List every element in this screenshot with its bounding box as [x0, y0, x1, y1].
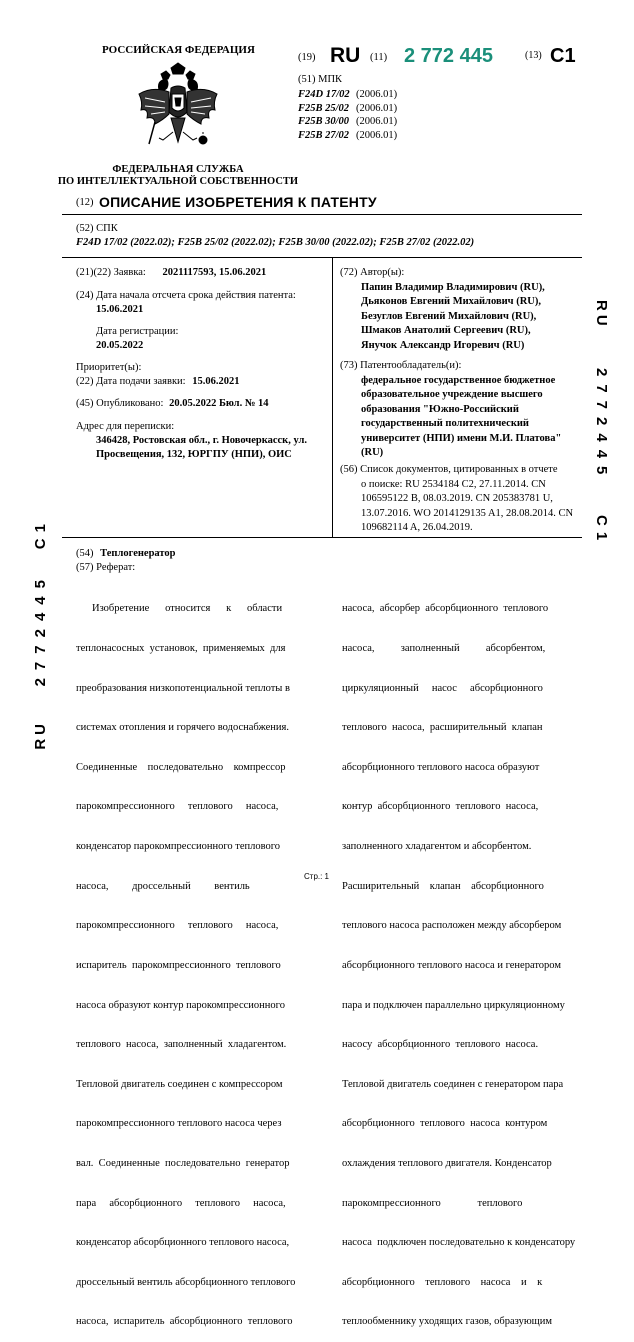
abstract-col-2: насоса, абсорбер абсорбционного теплового насоса, заполненный абсорбентом, циркуляционный насос абсорбционного теплового насоса, расширительный клапан абсорбционного теплового насоса образуют контур абсорбционного теплового насоса, заполненного хладагентом и абсорбентом. Расширительный клапан абсорбционного теплового насоса расположен между абсорбером абсорбционного теплового насоса и генератором пара и подключен параллельно циркуляционному насосу абсорбционного теплового насоса. Тепловой двигатель соединен с генератором пара абсорбционного теплового насоса контуром охлаждения теплового двигателя. Конденсатор парокомпрессионного теплового насоса подключен последовательно к конденсатору абсорбционного теплового насоса и к теплообменнику уходящих газов, образующим: [342, 603, 576, 1328]
published-label: (45) Опубликовано:: [76, 398, 164, 409]
reg-label: Дата регистрации:: [96, 326, 179, 337]
address-line-2: Просвещения, 132, ЮРГПУ (НПИ), ОИС: [96, 449, 292, 460]
kind-code: C1: [550, 45, 576, 67]
side-number-right: 2772445: [593, 368, 610, 483]
side-kind-left: C1: [32, 518, 49, 550]
divider: [62, 257, 582, 258]
country-name: РОССИЙСКАЯ ФЕДЕРАЦИЯ: [102, 44, 255, 56]
citations-list: о поиске: RU 2534184 C2, 27.11.2014. CN 106595122 B, 08.03.2019. CN 205383781 U, 13.07.2016. WO 2014129135 A1, 28.08.2014. CN 109682114 A, 26.04.2019.: [361, 479, 574, 534]
ipc-entry: F24D 17/02 (2006.01): [298, 89, 398, 100]
filing-label: (22) Дата подачи заявки:: [76, 376, 186, 387]
author: Безуглов Евгений Михайлович (RU),: [361, 310, 537, 322]
owner-label: (73) Патентообладатель(и):: [340, 360, 462, 371]
author: Янучок Александр Игоревич (RU): [361, 339, 525, 351]
country-code-ru: RU: [330, 44, 361, 67]
authors-label: (72) Автор(ы):: [340, 267, 405, 278]
doc-title-code: (12): [76, 197, 94, 208]
title-54-code: (54): [76, 548, 94, 559]
agency-line-2: ПО ИНТЕЛЛЕКТУАЛЬНОЙ СОБСТВЕННОСТИ: [57, 176, 299, 187]
page-number: Стр.: 1: [304, 872, 330, 881]
code-19: (19): [298, 52, 316, 63]
ipc-entry: F25B 25/02 (2006.01): [298, 102, 398, 114]
double-headed-eagle-icon: [133, 62, 223, 156]
ipc-entry: F25B 27/02 (2006.01): [298, 129, 398, 141]
application-row: [76, 267, 266, 278]
doc-title: ОПИСАНИЕ ИЗОБРЕТЕНИЯ К ПАТЕНТУ: [99, 194, 377, 210]
code-11: (11): [370, 52, 388, 63]
abstract-label: (57) Реферат:: [76, 562, 136, 573]
cpc-label: (52) СПК: [76, 223, 118, 234]
author: Шмаков Анатолий Сергеевич (RU),: [361, 325, 531, 337]
agency-line-1: ФЕДЕРАЛЬНАЯ СЛУЖБА: [112, 164, 244, 175]
divider: [62, 214, 582, 215]
authors-list: [361, 281, 545, 353]
side-code-left: RU: [32, 720, 49, 750]
address-line-1: 346428, Ростовская обл., г. Новочеркасск, ул.: [96, 435, 307, 446]
author: Папин Владимир Владимирович (RU),: [361, 282, 545, 293]
title-54-row: [76, 548, 176, 559]
ipc-list: [298, 88, 397, 142]
address-label: Адрес для переписки:: [76, 421, 175, 432]
patent-number: 2 772 445: [404, 45, 493, 67]
filing-row: [76, 376, 239, 387]
invention-title: Теплогенератор: [100, 548, 176, 559]
term-label: (24) Дата начала отсчета срока действия патента:: [76, 290, 296, 301]
ipc-label: (51) МПК: [298, 74, 343, 85]
agency-name-2: [50, 176, 306, 188]
column-divider: [332, 257, 333, 537]
term-value: 15.06.2021: [96, 304, 144, 315]
filing-value: 15.06.2021: [192, 376, 240, 387]
abstract-col-1: Изобретение относится к области теплонасосных установок, применяемых для преобразования низкопотенциальной теплоты в системах отопления и горячего водоснабжения. Соединенные последовательно компрессор парокомпрессионного теплового насоса, конденсатор парокомпрессионного теплового насоса, дроссельный вентиль парокомпрессионного теплового насоса, испаритель парокомпрессионного теплового насоса образуют контур парокомпрессионного теплового насоса, заполненный хладагентом. Тепловой двигатель соединен с компрессором парокомпрессионного теплового насоса через вал. Соединенные последовательно генератор пара абсорбционного теплового насоса, конденсатор абсорбционного теплового насоса, дроссельный вентиль абсорбционного теплового насоса, испаритель абсорбционного теплового: [76, 603, 296, 1328]
application-label: (21)(22) Заявка:: [76, 267, 146, 278]
owner-lines: федеральное государственное бюджетное образовательное учреждение высшего образования "Южно-Российский государственный политехнический университет (НПИ) имени М.И. Платова" (RU): [361, 375, 562, 459]
cpc-line: F24D 17/02 (2022.02); F25B 25/02 (2022.02); F25B 30/00 (2022.02); F25B 27/02 (2022.02): [76, 237, 475, 248]
side-code-right: RU: [593, 300, 610, 330]
ipc-entry: F25B 30/00 (2006.01): [298, 116, 398, 127]
agency-name: [106, 164, 250, 176]
reg-value: 20.05.2022: [96, 340, 144, 351]
side-kind-right: C1: [593, 515, 610, 547]
side-number-left: 2772445: [32, 572, 49, 687]
application-value: 2021117593, 15.06.2021: [162, 267, 267, 278]
author: Дьяконов Евгений Михайлович (RU),: [361, 296, 541, 308]
priority-label: Приоритет(ы):: [76, 362, 142, 373]
divider: [62, 537, 582, 538]
published-row: [76, 398, 269, 409]
citations-label: (56) Список документов, цитированных в отчете: [340, 464, 558, 475]
published-value: 20.05.2022 Бюл. № 14: [169, 398, 269, 409]
state-emblem: [133, 62, 223, 156]
code-13: (13): [525, 50, 542, 61]
